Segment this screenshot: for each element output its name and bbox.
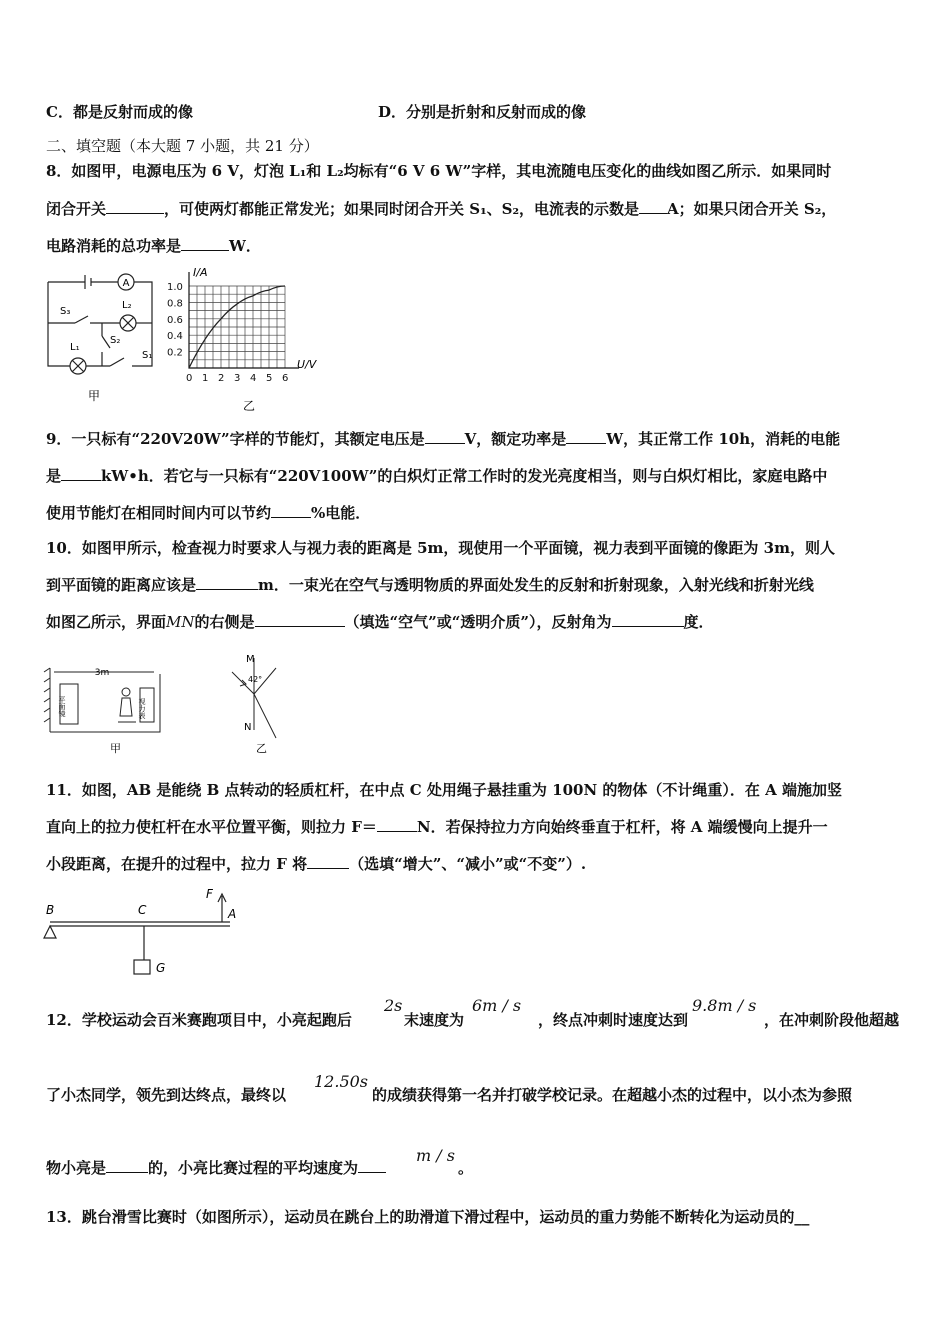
- q12-speed2: 9.8m / s: [692, 996, 757, 1015]
- y-tick-label: 0.2: [167, 347, 183, 359]
- y-tick-label: 0.4: [167, 331, 183, 343]
- q9-blank-2[interactable]: [566, 429, 606, 444]
- q9-line3: 使用节能灯在相同时间内可以节约 %电能．: [46, 504, 371, 522]
- fig-yi-label: 乙: [243, 399, 256, 413]
- q9-line2: 是 kW•h．若它与一只标有“220V100W”的白炽灯正常工作时的发光亮度相当，则与白炽灯相比，家庭电路中: [46, 467, 828, 485]
- q10-refraction-figure: [218, 650, 298, 755]
- fig-jia-label-2: 甲: [110, 742, 121, 755]
- g-label: G: [156, 961, 166, 975]
- section-title: 二、填空题（本大题 7 小题，共 21 分）: [46, 137, 319, 155]
- y-tick-label: 1.0: [167, 282, 183, 293]
- q10-blank-1[interactable]: [196, 575, 258, 590]
- l1-label: L₁: [70, 342, 80, 353]
- q9-blank-3[interactable]: [61, 466, 101, 481]
- b-label: B: [46, 903, 55, 917]
- q8-line3: 电路消耗的总功率是 W．: [46, 237, 261, 255]
- x-tick-label: 2: [218, 373, 225, 384]
- s3-label: S₃: [60, 306, 71, 317]
- q11-line2: 直向上的拉力使杠杆在水平位置平衡，则拉力 F＝ N．若保持拉力方向始终垂直于杠杆，将 A 端缓慢向上提升一: [46, 818, 828, 836]
- q12-blank-2[interactable]: [358, 1158, 386, 1173]
- chart-board-label: 视力表: [138, 698, 146, 719]
- q10-vision-figure: [40, 660, 170, 755]
- q8-blank-1[interactable]: [106, 199, 164, 214]
- q12-line2a: 了小杰同学，领先到达终点，最终以: [46, 1086, 287, 1104]
- chart-xlabel: U/V: [297, 358, 317, 371]
- q12-time2: 12.50s: [314, 1072, 369, 1091]
- m-label: M: [246, 654, 255, 665]
- q12-line3: 物小亮是 的，小亮比赛过程的平均速度为: [46, 1158, 386, 1178]
- x-tick-label: 4: [250, 373, 257, 384]
- q11-blank-2[interactable]: [307, 854, 349, 869]
- n-label: N: [244, 722, 252, 733]
- q10-line2: 到平面镜的距离应该是 m．一束光在空气与透明物质的界面处发生的反射和折射现象，入射光线和折射光线: [46, 576, 814, 594]
- x-tick-label: 3: [234, 373, 241, 384]
- q11-line1: 11．如图，AB 是能绕 B 点转动的轻质杠杆，在中点 C 处用绳子悬挂重为 100N 的物体（不计绳重）．在 A 端施加竖: [46, 781, 842, 799]
- a-label: A: [228, 907, 237, 921]
- q8-circuit-diagram: [40, 268, 160, 408]
- q8-line2: 闭合开关 ，可使两灯都能正常发光；如果同时闭合开关 S₁、S₂，电流表的示数是 A；如果只闭合开关 S₂，: [46, 200, 837, 218]
- q12-speed1: 6m / s: [472, 996, 522, 1015]
- q8-iu-chart: [165, 268, 325, 416]
- q11-lever-figure: [40, 884, 250, 976]
- q12-line3c: 。: [458, 1159, 474, 1177]
- q7-option-d: D．分别是折射和反射而成的像: [378, 103, 587, 121]
- q13-line1: 13．跳台滑雪比赛时（如图所示），运动员在跳台上的助滑道下滑过程中，运动员的重力势能不断转化为运动员的__: [46, 1208, 810, 1226]
- q12-line1b: 末速度为: [404, 1011, 465, 1029]
- x-tick-label: 1: [202, 373, 209, 384]
- mirror-label: 平面镜: [58, 696, 66, 717]
- q11-blank-1[interactable]: [377, 817, 417, 832]
- s1-label: S₁: [142, 350, 153, 361]
- fig-yi-label-2: 乙: [256, 742, 267, 755]
- angle-label: 42°: [248, 675, 263, 684]
- c-label: C: [138, 903, 147, 917]
- y-tick-label: 0.8: [167, 298, 183, 310]
- q12-line2b: 的成绩获得第一名并打破学校记录。在超越小杰的过程中，以小杰为参照: [372, 1086, 853, 1104]
- q8-line1: 8．如图甲，电源电压为 6 V，灯泡 L₁和 L₂均标有“6 V 6 W”字样，其电流随电压变化的曲线如图乙所示．如果同时: [46, 162, 832, 180]
- q9-blank-1[interactable]: [425, 429, 465, 444]
- q12-line1d: ，在冲刺阶段他超越: [764, 1011, 900, 1029]
- q9-line1: 9．一只标有“220V20W”字样的节能灯，其额定电压是 V，额定功率是 W，其正常工作 10h，消耗的电能: [46, 430, 841, 448]
- q9-blank-4[interactable]: [271, 503, 311, 518]
- x-tick-label: 6: [282, 373, 289, 384]
- chart-ylabel: I/A: [193, 268, 208, 279]
- q10-blank-2[interactable]: [255, 612, 345, 627]
- y-tick-label: 0.6: [167, 314, 183, 326]
- q8-blank-3[interactable]: [181, 236, 229, 251]
- q12-line1a: 12．学校运动会百米赛跑项目中，小亮起跑后: [46, 1011, 352, 1029]
- q12-time1: 2s: [384, 996, 403, 1015]
- q7-option-c: C．都是反射而成的像: [46, 103, 193, 121]
- s2-label: S₂: [110, 335, 121, 346]
- fig-jia-label: 甲: [88, 389, 101, 403]
- q11-line3: 小段距离，在提升的过程中，拉力 F 将 （选填“增大”、“减小”或“不变”）.: [46, 855, 587, 873]
- f-label: F: [206, 887, 213, 901]
- q8-blank-2[interactable]: [639, 199, 667, 214]
- x-tick-label: 5: [266, 373, 273, 384]
- q12-line1c: ，终点冲刺时速度达到: [538, 1011, 689, 1029]
- distance-label: 3m: [94, 668, 110, 678]
- l2-label: L₂: [122, 300, 132, 311]
- q12-unit: m / s: [416, 1146, 455, 1165]
- ammeter-label: A: [122, 278, 130, 289]
- q10-line1: 10．如图甲所示，检查视力时要求人与视力表的距离是 5m，现使用一个平面镜，视力表到平面镜的像距为 3m，则人: [46, 539, 835, 557]
- q12-blank-1[interactable]: [106, 1158, 148, 1173]
- q10-line3: 如图乙所示，界面MN的右侧是 （填选“空气”或“透明介质”），反射角为 度．: [46, 613, 714, 631]
- x-tick-label: 0: [186, 373, 193, 384]
- q10-blank-3[interactable]: [612, 612, 684, 627]
